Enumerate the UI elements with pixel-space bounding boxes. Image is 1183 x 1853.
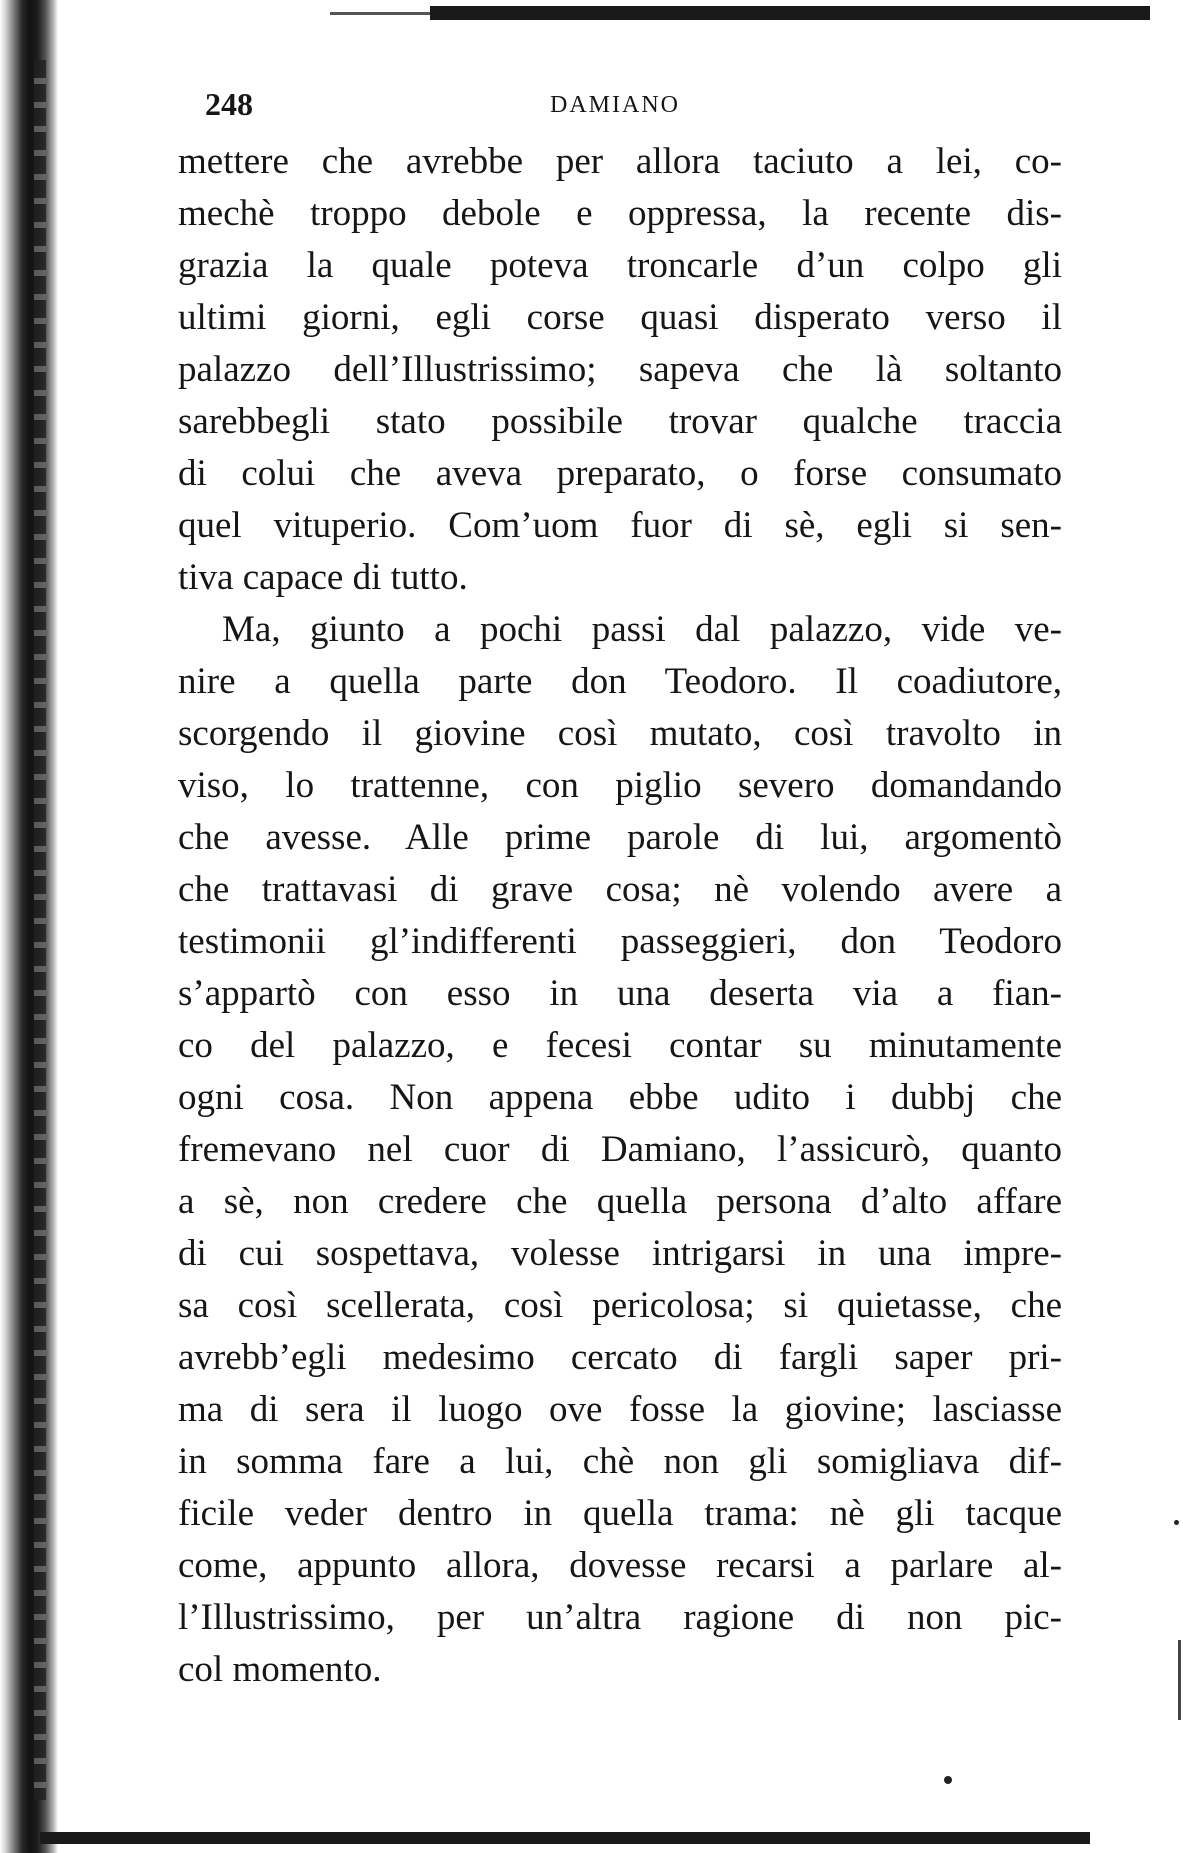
top-edge-rule [430,6,1150,20]
text-line: a sè, non credere che quella persona d’alto affare [178,1181,1062,1222]
scan-speck [1174,1520,1179,1525]
spine-scan-artifact [34,60,46,1800]
text-line: fremevano nel cuor di Damiano, l’assicurò, quanto [178,1129,1062,1170]
text-line: nire a quella parte don Teodoro. Il coadiutore, [178,661,1062,702]
text-line: ultimi giorni, egli corse quasi disperato verso il [178,297,1062,338]
text-line: grazia la quale poteva troncarle d’un colpo gli [178,245,1062,286]
scan-speck [944,1776,952,1784]
text-line: mechè troppo debole e oppressa, la recente dis- [178,193,1062,234]
text-line: co del palazzo, e fecesi contar su minutamente [178,1025,1062,1066]
text-line: tiva capace di tutto. [178,557,468,598]
text-line: sarebbegli stato possibile trovar qualche traccia [178,401,1062,442]
text-line: s’appartò con esso in una deserta via a fian- [178,973,1062,1014]
text-line: di cui sospettava, volesse intrigarsi in una impre- [178,1233,1062,1274]
text-line: col momento. [178,1649,382,1690]
text-line: testimonii gl’indifferenti passeggieri, don Teodoro [178,921,1062,962]
top-edge-thin-rule [330,12,430,15]
text-line: viso, lo trattenne, con piglio severo domandando [178,765,1062,806]
text-line: quel vituperio. Com’uom fuor di sè, egli si sen- [178,505,1062,546]
paragraph-start-line: Ma, giunto a pochi passi dal palazzo, vide ve- [222,609,1062,650]
text-line: come, appunto allora, dovesse recarsi a parlare al- [178,1545,1062,1586]
text-line: che trattavasi di grave cosa; nè volendo avere a [178,869,1062,910]
text-line: che avesse. Alle prime parole di lui, argomentò [178,817,1062,858]
page-number: 248 [205,86,253,122]
body-text [178,136,1062,1696]
page-header [0,86,1183,126]
text-line: di colui che aveva preparato, o forse consumato [178,453,1062,494]
text-line: ma di sera il luogo ove fosse la giovine; lasciasse [178,1389,1062,1430]
running-head: DAMIANO [550,92,680,118]
right-edge-mark [1178,1640,1181,1720]
bottom-edge-rule [40,1832,1090,1844]
text-line: palazzo dell’Illustrissimo; sapeva che là soltanto [178,349,1062,390]
text-line: scorgendo il giovine così mutato, così travolto in [178,713,1062,754]
text-line: l’Illustrissimo, per un’altra ragione di non pic- [178,1597,1062,1638]
text-line: avrebb’egli medesimo cercato di fargli saper pri- [178,1337,1062,1378]
text-line: mettere che avrebbe per allora taciuto a lei, co- [178,141,1062,182]
book-spine-shadow [0,0,58,1853]
text-line: ficile veder dentro in quella trama: nè gli tacque [178,1493,1062,1534]
text-line: ogni cosa. Non appena ebbe udito i dubbj che [178,1077,1062,1118]
text-line: in somma fare a lui, chè non gli somigliava dif- [178,1441,1062,1482]
text-line: sa così scellerata, così pericolosa; si quietasse, che [178,1285,1062,1326]
